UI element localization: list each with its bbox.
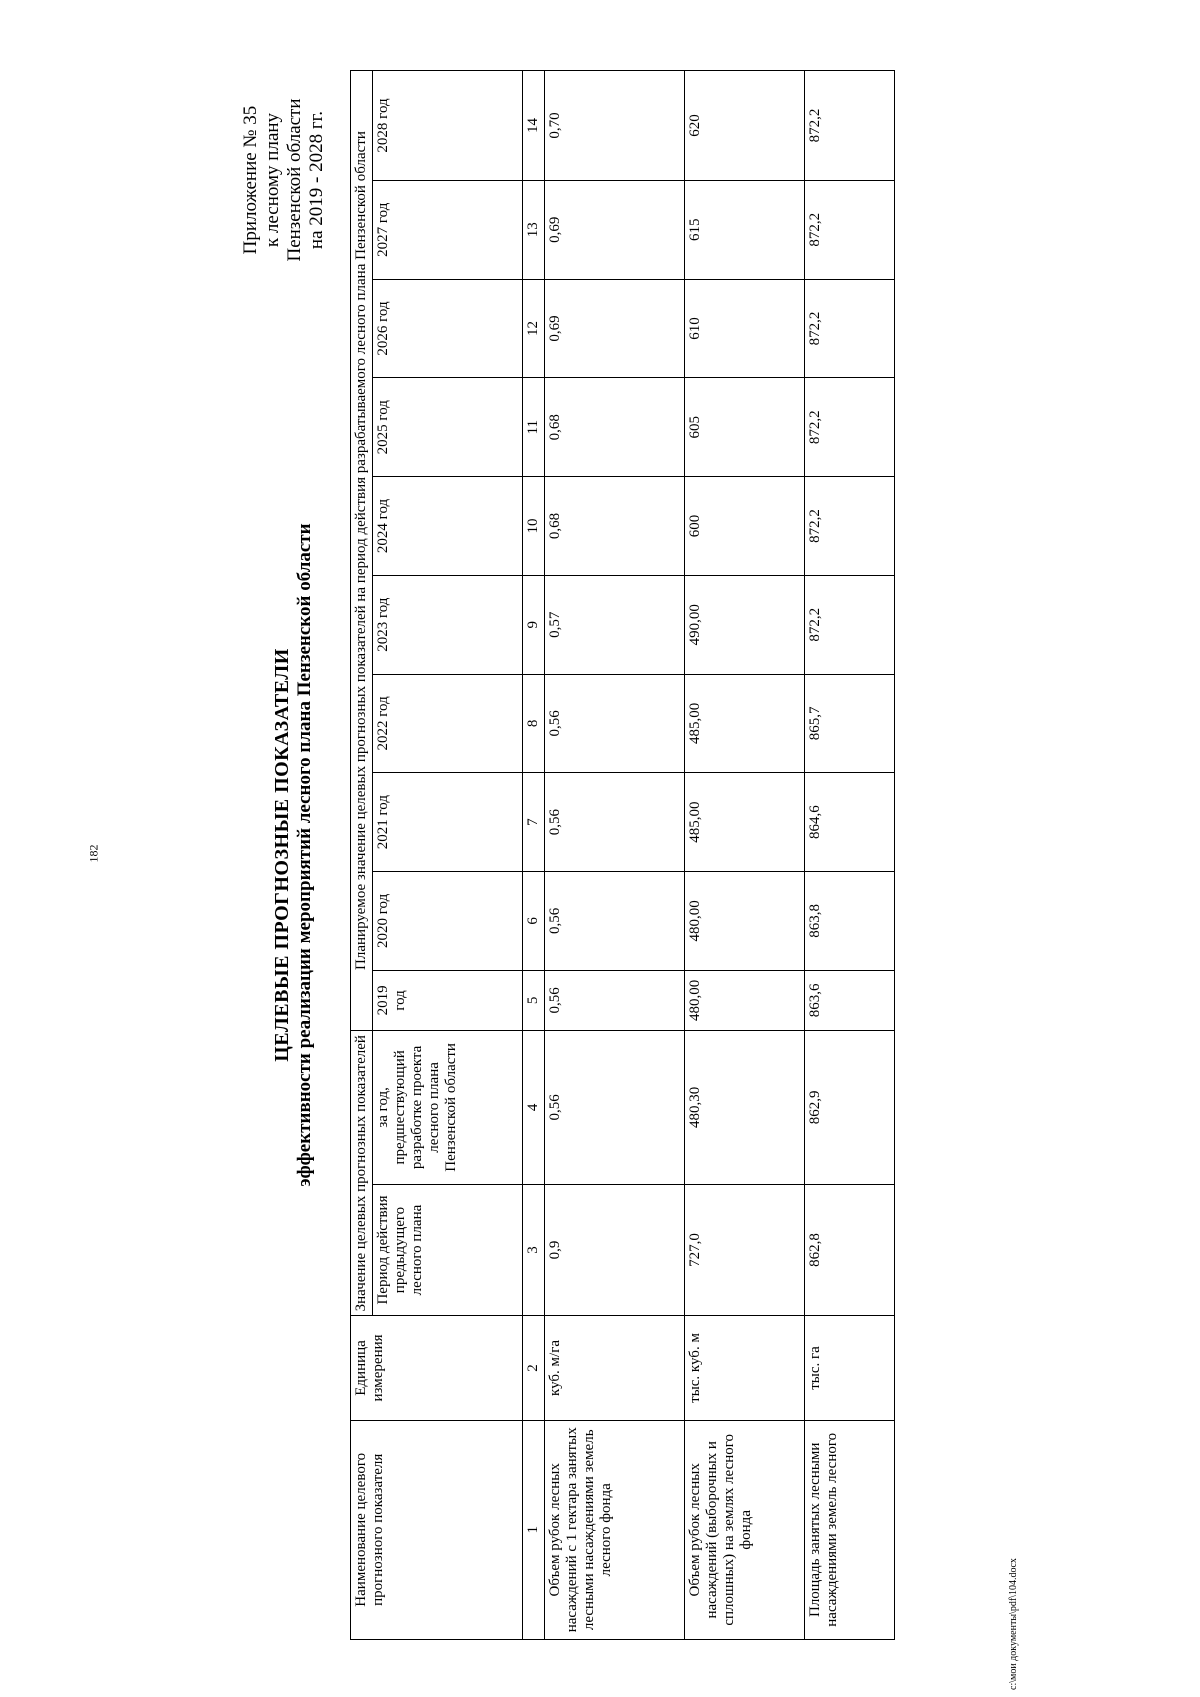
header-year: 2023 год — [373, 575, 523, 674]
header-year: 2021 год — [373, 773, 523, 872]
appendix-line-4: на 2019 - 2028 гг. — [306, 110, 327, 250]
header-year: 2022 год — [373, 674, 523, 773]
column-number: 6 — [523, 872, 545, 971]
row-value: 0,56 — [545, 1031, 685, 1185]
row-value: 0,57 — [545, 575, 685, 674]
row-value: 0,70 — [545, 71, 685, 181]
column-number-row — [523, 71, 545, 1640]
indicators-table — [350, 70, 895, 1640]
row-value: 490,00 — [685, 575, 805, 674]
row-value: 862,8 — [805, 1184, 895, 1316]
row-value: 872,2 — [805, 180, 895, 279]
column-number: 3 — [523, 1184, 545, 1316]
table-row — [685, 71, 805, 1640]
row-value: 600 — [685, 477, 805, 576]
row-value: 480,00 — [685, 872, 805, 971]
column-number: 10 — [523, 477, 545, 576]
row-indicator-name: Площадь занятых лесными насаждениями земель лесного — [805, 1420, 895, 1639]
header-year: 2027 год — [373, 180, 523, 279]
document-subtitle: эффективности реализации мероприятий лесного плана Пензенской области — [294, 523, 315, 1187]
header-year: 2019 год — [373, 970, 523, 1030]
document-title: ЦЕЛЕВЫЕ ПРОГНОЗНЫЕ ПОКАЗАТЕЛИ — [271, 648, 293, 1062]
row-value: 620 — [685, 71, 805, 181]
row-value: 485,00 — [685, 674, 805, 773]
header-year: 2020 год — [373, 872, 523, 971]
footer-file-path: c:\мои документы\pdf\104.docx — [1008, 1558, 1019, 1690]
column-number: 8 — [523, 674, 545, 773]
row-unit: куб. м/га — [545, 1316, 685, 1420]
row-value: 865,7 — [805, 674, 895, 773]
header-indicator-name: Наименование целевого прогнозного показателя — [351, 1420, 523, 1639]
header-prev-period: Период действия предыдущего лесного плана — [373, 1184, 523, 1316]
table-row — [805, 71, 895, 1640]
appendix-line-2: к лесному плану — [262, 112, 283, 248]
row-value: 485,00 — [685, 773, 805, 872]
row-value: 0,69 — [545, 180, 685, 279]
appendix-line-1: Приложение № 35 — [240, 105, 261, 255]
row-unit: тыс. га — [805, 1316, 895, 1420]
row-value: 872,2 — [805, 575, 895, 674]
row-value: 0,56 — [545, 674, 685, 773]
column-number: 5 — [523, 970, 545, 1030]
row-value: 0,56 — [545, 970, 685, 1030]
title-block — [270, 70, 316, 1640]
row-value: 872,2 — [805, 477, 895, 576]
row-value: 0,9 — [545, 1184, 685, 1316]
header-year: 2024 год — [373, 477, 523, 576]
rotated-page-content — [240, 70, 960, 1640]
header-year: 2028 год — [373, 71, 523, 181]
row-value: 872,2 — [805, 71, 895, 181]
header-row-1 — [351, 71, 373, 1640]
row-value: 863,8 — [805, 872, 895, 971]
column-number: 4 — [523, 1031, 545, 1185]
row-value: 872,2 — [805, 279, 895, 378]
column-number: 14 — [523, 71, 545, 181]
row-value: 615 — [685, 180, 805, 279]
row-unit: тыс. куб. м — [685, 1316, 805, 1420]
header-planned-group: Планируемое значение целевых прогнозных показателей на период действия разрабатываемого лесного плана Пензенской области — [351, 71, 373, 1031]
table-row — [545, 71, 685, 1640]
row-value: 864,6 — [805, 773, 895, 872]
row-value: 862,9 — [805, 1031, 895, 1185]
header-year: 2025 год — [373, 378, 523, 477]
row-value: 480,30 — [685, 1031, 805, 1185]
row-indicator-name: Объем рубок лесных насаждений с 1 гектара занятых лесными насаждениями земель лесного фонда — [545, 1420, 685, 1639]
column-number: 11 — [523, 378, 545, 477]
row-value: 480,00 — [685, 970, 805, 1030]
row-value: 0,56 — [545, 872, 685, 971]
row-value: 727,0 — [685, 1184, 805, 1316]
row-indicator-name: Объем рубок лесных насаждений (выборочных и сплошных) на землях лесного фонда — [685, 1420, 805, 1639]
row-value: 0,69 — [545, 279, 685, 378]
row-value: 872,2 — [805, 378, 895, 477]
appendix-line-3: Пензенской области — [284, 98, 305, 262]
column-number: 12 — [523, 279, 545, 378]
column-number: 7 — [523, 773, 545, 872]
column-number: 2 — [523, 1316, 545, 1420]
row-value: 0,68 — [545, 477, 685, 576]
row-value: 610 — [685, 279, 805, 378]
row-value: 605 — [685, 378, 805, 477]
row-value: 863,6 — [805, 970, 895, 1030]
header-values-group: Значение целевых прогнозных показателей — [351, 1031, 373, 1316]
page-number: 182 — [86, 844, 101, 863]
header-unit: Единица измерения — [351, 1316, 523, 1420]
column-number: 9 — [523, 575, 545, 674]
header-year: 2026 год — [373, 279, 523, 378]
header-prev-year: за год, предшествующий разработке проекта лесного плана Пензенской области — [373, 1031, 523, 1185]
row-value: 0,68 — [545, 378, 685, 477]
row-value: 0,56 — [545, 773, 685, 872]
column-number: 13 — [523, 180, 545, 279]
column-number: 1 — [523, 1420, 545, 1639]
